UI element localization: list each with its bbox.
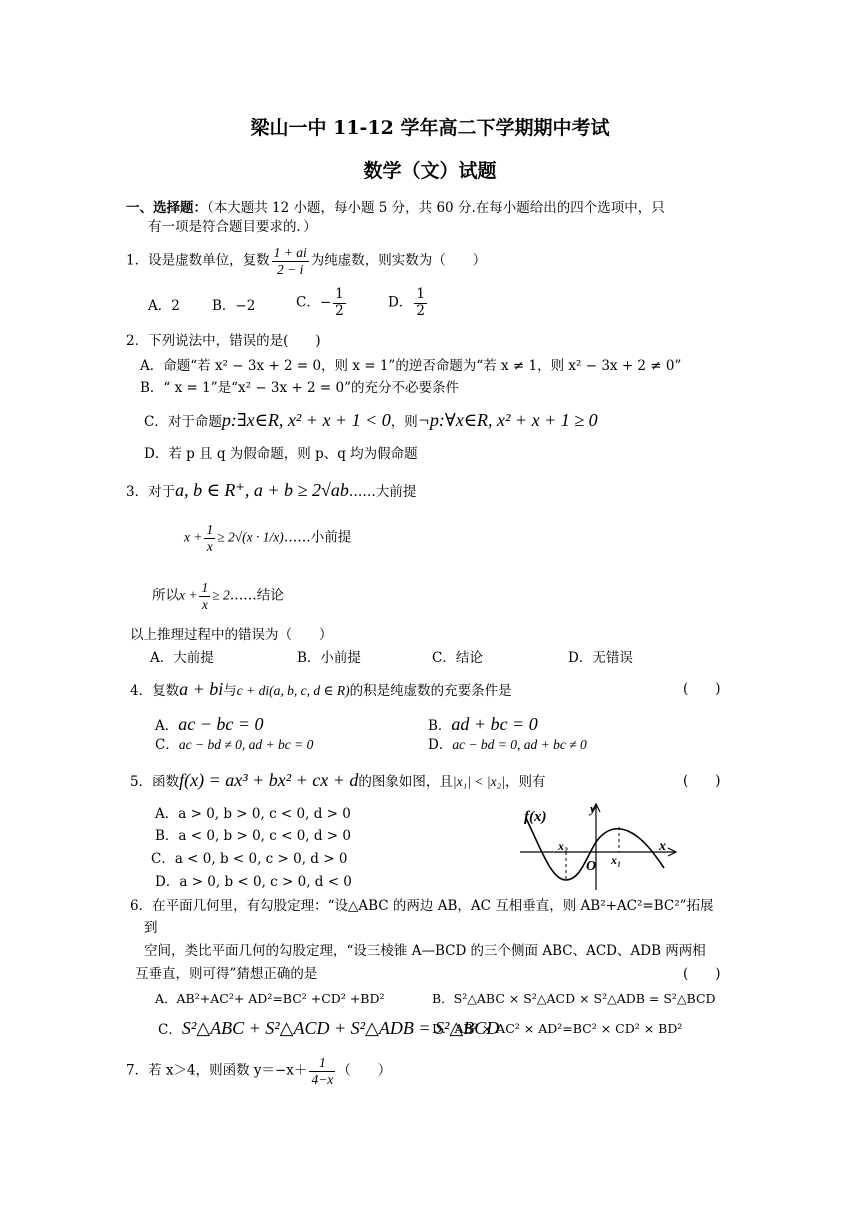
q4-option-d (428, 737, 587, 753)
q4-option-c (155, 737, 313, 753)
q1-optd-den: 2 (416, 302, 425, 319)
q3-conc-a: x + (179, 587, 198, 603)
q3-option-a: A．大前提 (150, 650, 214, 666)
q1-optc-num: 1 (335, 286, 344, 302)
question-6-line4: 互垂直，则可得”猜想正确的是 (135, 966, 318, 982)
q3-minor-a: x + (184, 529, 203, 545)
q1-option-a: A．2 (148, 298, 180, 314)
q5-option-a: A．a > 0, b > 0, c < 0, d > 0 (155, 806, 351, 822)
q7-frac-num: 1 (309, 1055, 335, 1072)
q3-minor-label: ……小前提 (283, 529, 352, 546)
q4-optd-label: D． (428, 737, 453, 753)
q4-option-a (155, 714, 264, 736)
q3-conc-b: ≥ 2 (212, 587, 230, 603)
q4-expr1: a + bi (179, 679, 224, 699)
q2-option-c (144, 410, 598, 432)
q4-answer-paren: ( ) (683, 681, 721, 697)
question-4-stem (130, 679, 512, 701)
q3-minor-frac (204, 522, 215, 554)
q4-opta-label: A． (155, 718, 179, 734)
q4-optc-expr: ac − bd ≠ 0, ad + bc = 0 (178, 737, 314, 752)
q1-fraction (272, 245, 309, 277)
q3-ask: 以上推理过程中的错误为（ ） (130, 627, 333, 643)
graph-x1-label: x₁ (611, 853, 622, 867)
q3-option-c: C．结论 (432, 650, 483, 666)
question-5-stem (130, 770, 546, 792)
question-6-line3: 空间，类比平面几何的勾股定理，“设三棱锥 A—BCD 的三个侧面 ABC、ACD、ADB 两两相 (144, 943, 706, 959)
q4-optb-label: B． (428, 718, 452, 734)
graph-x2-label: x₂ (558, 839, 569, 853)
q4-expr2: c + di(a, b, c, d ∈ R) (236, 683, 350, 698)
question-2-stem: 2．下列说法中，错误的是( ) (126, 333, 321, 349)
section-heading (126, 200, 665, 216)
q1-option-b: B．−2 (212, 298, 256, 314)
q4-stem-b: 与 (223, 683, 237, 699)
q7-stem-a: 7．若 x＞4，则函数 y＝−x＋ (126, 1062, 308, 1079)
question-3-conclusion (152, 580, 284, 612)
q2-optc-c: ，则 (390, 414, 418, 430)
q3-minor-den: x (206, 538, 213, 554)
q5-expr: f(x) = ax³ + bx² + cx + d (179, 770, 359, 790)
graph-x-label: x (659, 839, 666, 854)
q5-function-graph (514, 800, 698, 892)
q6-option-a: A．AB²+AC²+ AD²=BC² +CD² +BD² (155, 991, 385, 1006)
q3-option-d: D．无错误 (568, 650, 633, 666)
q5-option-c: C．a < 0, b < 0, c > 0, d > 0 (151, 851, 348, 867)
q6-option-d: D．AB² × AC² × AD²=BC² × CD² × BD² (432, 1021, 683, 1036)
section-desc-2: 有一项是符合题目要求的．） (148, 219, 317, 235)
q4-option-b (428, 714, 538, 736)
question-6-line2: 到 (144, 920, 158, 936)
q1-option-c (296, 287, 348, 319)
q1-optc-frac (333, 287, 346, 319)
q3-prefix: 3．对于 (126, 484, 176, 500)
q3-conc-frac (199, 580, 210, 612)
q1-optc-label: C． (296, 294, 320, 311)
q4-stem-c: 的积是纯虚数的充要条件是 (349, 683, 512, 699)
q7-frac-den: 4−x (311, 1071, 334, 1087)
q5-option-b: B．a < 0, b > 0, c < 0, d > 0 (155, 828, 351, 844)
q2-option-b: B．“ x = 1”是“x² − 3x + 2 = 0”的充分不必要条件 (140, 380, 460, 396)
q3-minor-num: 1 (206, 522, 214, 537)
q1-optd-label: D． (388, 294, 413, 311)
q1-optc-sign: − (319, 294, 332, 311)
q6-optc-expr: S²△ABC + S²△ACD + S²△ADB = S²△BCD (181, 1018, 500, 1038)
q1-option-d (388, 287, 429, 319)
q2-option-d: D．若 p 且 q 为假命题，则 p、q 均为假命题 (144, 446, 418, 462)
q2-optc-expr1: p:∃x∈R, x² + x + 1 < 0 (221, 410, 391, 430)
q3-conc-den: x (201, 596, 208, 612)
q5-answer-paren: ( ) (683, 773, 721, 789)
q2-optc-expr2: ¬p:∀x∈R, x² + x + 1 ≥ 0 (417, 410, 598, 430)
question-6-line1: 6．在平面几何里，有勾股定理：“设△ABC 的两边 AB，AC 互相垂直，则 AB²+AC²=BC²”拓展 (130, 898, 714, 914)
q3-minor-b: ≥ 2√(x · 1/x) (217, 529, 284, 545)
section-label: 一、选择题： (126, 200, 207, 216)
q3-major-label: ……大前提 (348, 484, 417, 500)
q7-answer-paren: （ ） (337, 1062, 392, 1079)
q7-fraction (309, 1055, 335, 1087)
page-subtitle: 数学（文）试题 (363, 160, 497, 182)
question-3-major (126, 480, 416, 502)
q6-answer-paren: ( ) (683, 966, 721, 982)
q3-option-b: B．小前提 (297, 650, 361, 666)
q5-stem-c: ，则有 (505, 774, 546, 790)
q3-conc-label: ……结论 (229, 587, 284, 604)
page-title: 梁山一中 11-12 学年高二下学期期中考试 (250, 117, 610, 139)
section-desc-1: （本大题共 12 小题，每小题 5 分，共 60 分.在每小题给出的四个选项中，只 (207, 200, 665, 216)
q6-optc-label: C． (158, 1022, 182, 1038)
q5-stem-a: 5．函数 (130, 774, 180, 790)
q2-option-a: A．命题“若 x² − 3x + 2 = 0，则 x = 1”的逆否命题为“若 x ≠ 1，则 x² − 3x + 2 ≠ 0” (140, 358, 682, 374)
q2-optc-a: C．对于命题 (144, 414, 222, 430)
q1-frac-den: 2 − i (276, 261, 304, 277)
q4-optb-expr: ad + bc = 0 (451, 714, 538, 734)
q6-option-b: B．S²△ABC × S²△ACD × S²△ADB = S²△BCD (432, 991, 716, 1006)
question-7-stem (126, 1055, 391, 1087)
question-1-stem (126, 245, 486, 277)
q4-optc-label: C． (155, 737, 179, 753)
q1-frac-num: 1 + ai (273, 245, 307, 260)
q3-major-expr: a, b ∈ R⁺, a + b ≥ 2√ab (175, 480, 349, 500)
q1-optd-frac (414, 287, 427, 319)
q3-conc-num: 1 (201, 580, 209, 595)
q3-conc-prefix: 所以 (152, 587, 179, 604)
q1-optc-den: 2 (335, 302, 344, 319)
question-3-minor (184, 522, 351, 554)
q1-suffix: 为纯虚数，则实数为（ ） (310, 252, 487, 269)
q4-stem-a: 4．复数 (130, 683, 180, 699)
q4-opta-expr: ac − bc = 0 (178, 714, 264, 734)
q1-optd-num: 1 (416, 286, 425, 302)
graph-origin-label: O (586, 859, 597, 874)
q5-stem-b: 的图象如图，且 (358, 774, 453, 790)
q1-prefix: 1．设是虚数单位，复数 (126, 252, 270, 269)
q5-cond: |x₁| < |x₂| (452, 774, 505, 789)
graph-y-label: y (590, 801, 596, 816)
graph-fx-label: f(x) (524, 809, 547, 825)
q5-option-d: D．a > 0, b < 0, c > 0, d < 0 (155, 874, 352, 890)
q4-optd-expr: ac − bd = 0, ad + bc ≠ 0 (452, 737, 587, 752)
